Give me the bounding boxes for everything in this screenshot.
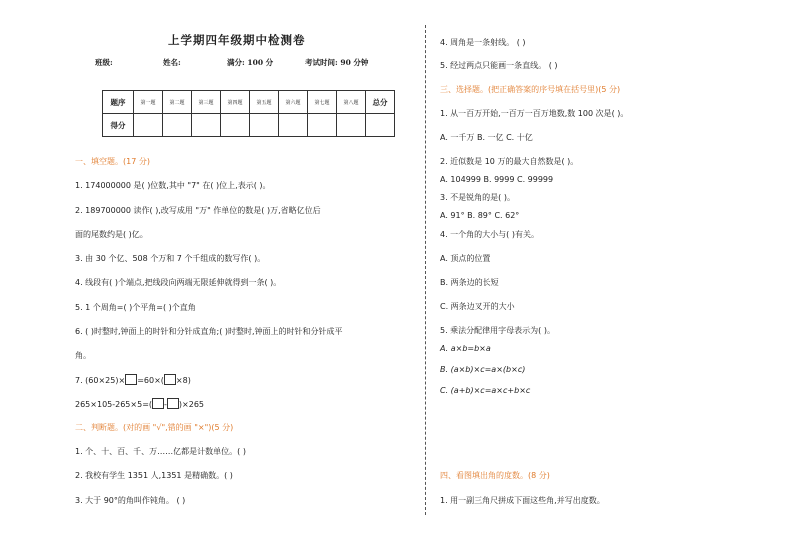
score-cell[interactable] (366, 114, 395, 137)
choice-1: 1. 从一百万开始,一百万一百万地数,数 100 次是( )。 (440, 109, 629, 118)
answer-box[interactable] (152, 398, 164, 409)
angle-question-1: 1. 用一副三角尺拼成下面这些角,并写出度数。 (440, 496, 605, 505)
score-cell[interactable] (250, 114, 279, 137)
choice-4-option-a: A. 顶点的位置 (440, 254, 491, 263)
answer-box[interactable] (125, 374, 137, 385)
section-angle-heading: 四、看图填出角的度数。(8 分) (440, 471, 550, 480)
table-header-order: 题序 (103, 91, 134, 114)
choice-2-options: A. 104999 B. 9999 C. 99999 (440, 175, 554, 184)
choice-3: 3. 不是锐角的是( )。 (440, 193, 515, 202)
score-cell[interactable] (308, 114, 337, 137)
answer-box[interactable] (164, 374, 176, 385)
class-label: 班级: (95, 58, 113, 67)
q7a-text-1: 7. (60×25)× (75, 376, 126, 385)
question-3: 3. 由 30 个亿、508 个万和 7 个千组成的数写作( )。 (75, 254, 266, 263)
table-header-total: 总分 (366, 91, 395, 114)
choice-5-option-a: A. a×b=b×a (440, 344, 491, 353)
score-cell[interactable] (279, 114, 308, 137)
question-1: 1. 174000000 是( )位数,其中 "7" 在( )位上,表示( )。 (75, 181, 271, 190)
answer-box[interactable] (167, 398, 179, 409)
judge-2: 2. 我校有学生 1351 人,1351 是精确数。( ) (75, 471, 233, 480)
choice-2: 2. 近似数是 10 万的最大自然数是( )。 (440, 157, 579, 166)
question-6-line-1: 6. ( )时整时,钟面上的时针和分针成直角;( )时整时,钟面上的时针和分针成平 (75, 327, 343, 336)
q7a-text-3: ×8) (175, 376, 191, 385)
exam-time: 考试时间: 90 分钟 (305, 58, 369, 67)
choice-5: 5. 乘法分配律用字母表示为( )。 (440, 326, 555, 335)
score-cell[interactable] (192, 114, 221, 137)
table-col-5: 第五题 (250, 91, 279, 114)
judge-1: 1. 个、十、百、千、万……亿都是计数单位。( ) (75, 447, 246, 456)
table-col-3: 第三题 (192, 91, 221, 114)
score-cell[interactable] (221, 114, 250, 137)
judge-5: 5. 经过两点只能画一条直线。 ( ) (440, 61, 558, 70)
table-col-4: 第四题 (221, 91, 250, 114)
q7b-text-2: - (164, 400, 167, 409)
table-col-2: 第二题 (163, 91, 192, 114)
section-judge-heading: 二、判断题。(对的画 "√",错的画 "×")(5 分) (75, 423, 234, 432)
page-title: 上学期四年级期中检测卷 (168, 33, 306, 47)
choice-5-option-c: C. (a+b)×c=a×c+b×c (440, 386, 531, 395)
table-header-score: 得分 (103, 114, 134, 137)
q7b-text-1: 265×105-265×5=( (75, 400, 153, 409)
question-2-line-2: 面的尾数约是( )亿。 (75, 230, 148, 239)
table-col-8: 第八题 (337, 91, 366, 114)
table-col-6: 第六题 (279, 91, 308, 114)
choice-1-options: A. 一千万 B. 一亿 C. 十亿 (440, 133, 533, 142)
table-col-7: 第七题 (308, 91, 337, 114)
question-6-line-2: 角。 (75, 351, 91, 360)
judge-4: 4. 周角是一条射线。 ( ) (440, 38, 526, 47)
question-5: 5. 1 个周角=( )个平角=( )个直角 (75, 303, 196, 312)
judge-3: 3. 大于 90°的角叫作钝角。 ( ) (75, 496, 186, 505)
page-divider (425, 25, 426, 515)
choice-4: 4. 一个角的大小与( )有关。 (440, 230, 539, 239)
q7a-text-2: =60×( (137, 376, 164, 385)
choice-3-options: A. 91° B. 89° C. 62° (440, 211, 520, 220)
question-7-line-1 (75, 374, 191, 386)
section-fill-blank-heading: 一、填空题。(17 分) (75, 157, 150, 166)
score-table (102, 90, 395, 137)
full-marks: 满分: 100 分 (227, 58, 274, 67)
question-7-line-2 (75, 398, 204, 410)
choice-5-option-b: B. (a×b)×c=a×(b×c) (440, 365, 526, 374)
q7b-text-3: )×265 (178, 400, 204, 409)
name-label: 姓名: (163, 58, 181, 67)
question-4: 4. 线段有( )个端点,把线段向两端无限延伸就得到一条( )。 (75, 278, 282, 287)
question-2-line-1: 2. 189700000 读作( ),改写成用 "万" 作单位的数是( )万,省略亿位后 (75, 206, 321, 215)
section-choice-heading: 三、选择题。(把正确答案的序号填在括号里)(5 分) (440, 85, 621, 94)
score-cell[interactable] (134, 114, 163, 137)
table-col-1: 第一题 (134, 91, 163, 114)
choice-4-option-b: B. 两条边的长短 (440, 278, 499, 287)
score-cell[interactable] (337, 114, 366, 137)
score-cell[interactable] (163, 114, 192, 137)
choice-4-option-c: C. 两条边叉开的大小 (440, 302, 515, 311)
